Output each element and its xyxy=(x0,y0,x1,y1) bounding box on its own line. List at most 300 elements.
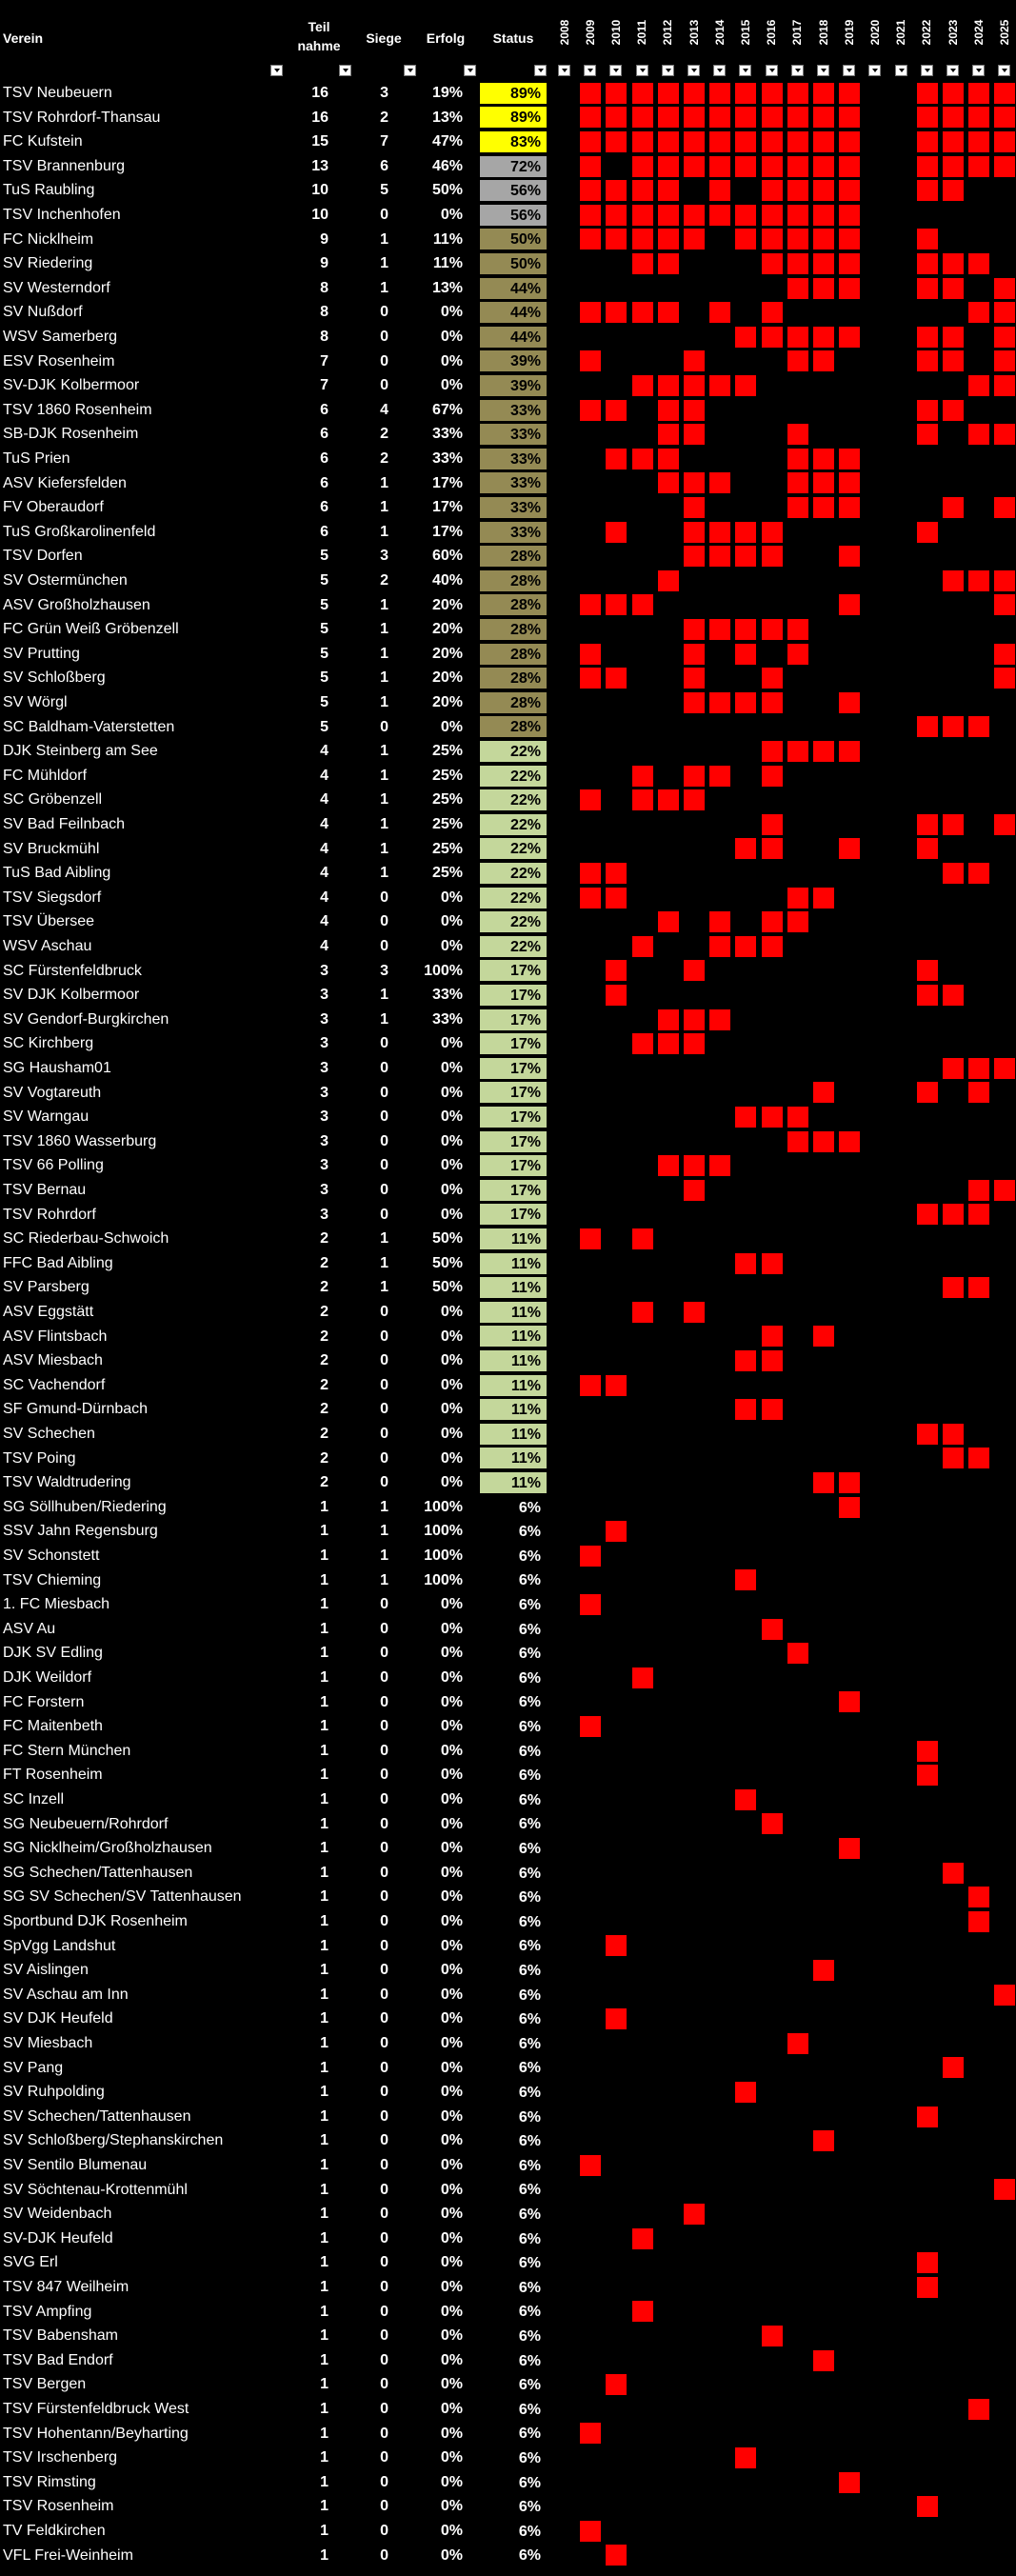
success-rate: 20% xyxy=(431,621,463,638)
participation-mark-2010 xyxy=(605,1374,628,1397)
wins-count: 6 xyxy=(380,157,388,174)
participation-count: 5 xyxy=(320,718,329,735)
filter-button-year-2020[interactable] xyxy=(868,65,881,76)
participation-mark-2024 xyxy=(967,1203,990,1226)
wins-count: 0 xyxy=(380,1474,388,1491)
success-rate: 0% xyxy=(440,1937,463,1954)
success-rate: 0% xyxy=(440,2254,463,2271)
status-cell: 6% xyxy=(479,2349,548,2372)
participation-mark-2012 xyxy=(657,228,680,250)
participation-mark-2016 xyxy=(761,545,784,568)
filter-button-year-2017[interactable] xyxy=(791,65,804,76)
participation-mark-2017 xyxy=(787,2032,809,2055)
participation-mark-2019 xyxy=(838,326,861,349)
wins-count: 0 xyxy=(380,1986,388,2003)
participation-count: 1 xyxy=(320,2376,329,2393)
participation-mark-2016 xyxy=(761,1812,784,1835)
participation-mark-2017 xyxy=(787,1642,809,1665)
club-name: TSV Bad Endorf xyxy=(3,2351,113,2368)
participation-mark-2025 xyxy=(993,374,1016,397)
participation-mark-2016 xyxy=(761,1252,784,1275)
participation-mark-2013 xyxy=(683,691,706,714)
wins-count: 1 xyxy=(380,1279,388,1296)
status-cell: 17% xyxy=(479,984,548,1007)
success-rate: 0% xyxy=(440,1376,463,1393)
filter-button-year-2015[interactable] xyxy=(739,65,751,76)
club-name: SV-DJK Kolbermoor xyxy=(3,377,140,394)
wins-count: 0 xyxy=(380,2523,388,2539)
status-cell: 6% xyxy=(479,2178,548,2201)
filter-button-year-2011[interactable] xyxy=(636,65,648,76)
success-rate: 19% xyxy=(431,85,463,101)
header-participation-1: Teil xyxy=(308,19,330,34)
year-label: 2019 xyxy=(842,19,856,46)
club-name: TSV Bernau xyxy=(3,1182,87,1198)
filter-button-year-2016[interactable] xyxy=(766,65,778,76)
status-cell: 6% xyxy=(479,1568,548,1591)
year-header-2021 xyxy=(889,0,913,65)
participation-mark-2017 xyxy=(787,423,809,446)
status-cell: 17% xyxy=(479,1106,548,1128)
participation-mark-2011 xyxy=(631,204,654,227)
participation-mark-2022 xyxy=(916,521,939,544)
participation-mark-2009 xyxy=(579,1545,602,1568)
year-header-2023 xyxy=(941,0,965,65)
participation-mark-2011 xyxy=(631,1301,654,1324)
participation-mark-2010 xyxy=(605,959,628,982)
participation-count: 1 xyxy=(320,2449,329,2466)
participation-mark-2014 xyxy=(708,618,731,641)
status-cell: 6% xyxy=(479,2227,548,2250)
success-rate: 11% xyxy=(432,255,463,272)
wins-count: 0 xyxy=(380,1718,388,1735)
participation-mark-2011 xyxy=(631,1032,654,1055)
year-label: 2012 xyxy=(661,19,675,46)
participation-mark-2023 xyxy=(942,130,965,153)
success-rate: 20% xyxy=(431,669,463,687)
participation-mark-2013 xyxy=(683,423,706,446)
header-wins: Siege xyxy=(366,30,402,46)
status-cell: 17% xyxy=(479,959,548,982)
success-rate: 0% xyxy=(440,2181,463,2198)
participation-mark-2015 xyxy=(734,106,757,129)
filter-button-year-2021[interactable] xyxy=(895,65,907,76)
participation-mark-2009 xyxy=(579,2422,602,2445)
participation-mark-2014 xyxy=(708,765,731,788)
participation-mark-2013 xyxy=(683,155,706,178)
participation-count: 3 xyxy=(320,1035,329,1052)
participation-mark-2024 xyxy=(967,301,990,324)
wins-count: 3 xyxy=(380,548,388,565)
club-name: SG Schechen/Tattenhausen xyxy=(3,1864,193,1881)
participation-count: 1 xyxy=(320,2351,329,2368)
club-name: FC Stern München xyxy=(3,1742,131,1759)
participation-mark-2011 xyxy=(631,1667,654,1689)
participation-mark-2022 xyxy=(916,1081,939,1104)
status-cell: 22% xyxy=(479,765,548,788)
club-name: SV Weidenbach xyxy=(3,2206,112,2223)
participation-mark-2011 xyxy=(631,252,654,275)
club-name: SG Söllhuben/Riedering xyxy=(3,1498,167,1515)
participation-mark-2014 xyxy=(708,374,731,397)
participation-mark-2009 xyxy=(579,130,602,153)
participation-mark-2023 xyxy=(942,106,965,129)
participation-mark-2025 xyxy=(993,496,1016,519)
success-rate: 0% xyxy=(440,2401,463,2417)
status-cell: 28% xyxy=(479,545,548,568)
success-rate: 0% xyxy=(440,1986,463,2003)
status-cell: 6% xyxy=(479,2081,548,2104)
participation-mark-2023 xyxy=(942,1203,965,1226)
participation-count: 5 xyxy=(320,621,329,638)
participation-mark-2011 xyxy=(631,448,654,470)
status-cell: 33% xyxy=(479,448,548,470)
filter-button-year-2010[interactable] xyxy=(609,65,622,76)
participation-mark-2010 xyxy=(605,179,628,202)
club-name: SC Baldham-Vaterstetten xyxy=(3,718,175,735)
participation-count: 4 xyxy=(320,938,329,954)
participation-mark-2014 xyxy=(708,471,731,494)
status-cell: 6% xyxy=(479,2007,548,2030)
filter-button-year-2023[interactable] xyxy=(946,65,959,76)
year-header-2010 xyxy=(604,0,628,65)
success-rate: 0% xyxy=(440,1840,463,1857)
success-rate: 0% xyxy=(440,2303,463,2320)
participation-count: 2 xyxy=(320,1401,329,1418)
participation-count: 1 xyxy=(320,1888,329,1906)
participation-mark-2011 xyxy=(631,130,654,153)
participation-mark-2009 xyxy=(579,1374,602,1397)
success-rate: 0% xyxy=(440,2449,463,2466)
participation-mark-2015 xyxy=(734,837,757,860)
status-cell: 17% xyxy=(479,1154,548,1177)
participation-mark-2017 xyxy=(787,740,809,763)
participation-mark-2018 xyxy=(812,887,835,909)
status-cell: 6% xyxy=(479,2446,548,2469)
participation-mark-2018 xyxy=(812,349,835,372)
participation-mark-2019 xyxy=(838,1130,861,1153)
club-name: SG Hausham01 xyxy=(3,1060,111,1076)
wins-count: 0 xyxy=(380,1182,388,1198)
year-label: 2009 xyxy=(583,19,597,46)
status-cell: 28% xyxy=(479,593,548,616)
participation-mark-2017 xyxy=(787,252,809,275)
club-name: ASV Au xyxy=(3,1620,56,1637)
filter-button-year-2024[interactable] xyxy=(972,65,985,76)
wins-count: 0 xyxy=(380,1767,388,1784)
club-name: TSV 66 Polling xyxy=(3,1157,104,1174)
wins-count: 0 xyxy=(380,2546,388,2564)
club-name: TSV Irschenberg xyxy=(3,2449,118,2466)
participation-mark-2023 xyxy=(942,179,965,202)
participation-mark-2014 xyxy=(708,301,731,324)
participation-count: 2 xyxy=(320,1254,329,1271)
participation-count: 3 xyxy=(320,1206,329,1223)
participation-count: 1 xyxy=(320,1962,329,1979)
wins-count: 1 xyxy=(380,816,388,832)
year-label: 2022 xyxy=(920,19,934,46)
filter-button-year-2009[interactable] xyxy=(584,65,596,76)
participation-mark-2025 xyxy=(993,667,1016,689)
participation-mark-2025 xyxy=(993,82,1016,105)
participation-mark-2023 xyxy=(942,1862,965,1885)
participation-mark-2013 xyxy=(683,1301,706,1324)
club-name: ASV Miesbach xyxy=(3,1352,103,1369)
status-cell: 72% xyxy=(479,155,548,178)
participation-mark-2023 xyxy=(942,813,965,836)
participation-mark-2018 xyxy=(812,1130,835,1153)
participation-mark-2018 xyxy=(812,448,835,470)
participation-mark-2024 xyxy=(967,1179,990,1202)
success-rate: 0% xyxy=(440,1718,463,1735)
club-name: TSV Rohrdorf-Thansau xyxy=(3,109,161,126)
wins-count: 0 xyxy=(380,1376,388,1393)
success-rate: 100% xyxy=(424,1571,463,1588)
participation-mark-2019 xyxy=(838,155,861,178)
club-name: SV Schloßberg/Stephanskirchen xyxy=(3,2132,224,2149)
status-cell: 33% xyxy=(479,496,548,519)
participation-count: 4 xyxy=(320,743,329,760)
year-header-2013 xyxy=(682,0,706,65)
club-name: TSV Übersee xyxy=(3,913,95,930)
participation-mark-2009 xyxy=(579,643,602,666)
club-name: TSV Poing xyxy=(3,1449,76,1467)
status-cell: 6% xyxy=(479,1715,548,1738)
success-rate: 11% xyxy=(432,230,463,248)
participation-mark-2015 xyxy=(734,2446,757,2469)
participation-count: 8 xyxy=(320,279,329,296)
club-name: ASV Kiefersfelden xyxy=(3,474,127,491)
wins-count: 0 xyxy=(380,304,388,321)
wins-count: 1 xyxy=(380,767,388,784)
participation-mark-2010 xyxy=(605,1934,628,1957)
participation-mark-2024 xyxy=(967,1447,990,1469)
participation-count: 9 xyxy=(320,230,329,248)
participation-count: 10 xyxy=(311,182,329,199)
status-cell: 33% xyxy=(479,471,548,494)
filter-button-year-2014[interactable] xyxy=(713,65,726,76)
wins-count: 1 xyxy=(380,1254,388,1271)
success-rate: 0% xyxy=(440,2425,463,2442)
participation-mark-2009 xyxy=(579,155,602,178)
participation-count: 1 xyxy=(320,1498,329,1515)
status-cell: 33% xyxy=(479,521,548,544)
participation-mark-2011 xyxy=(631,593,654,616)
success-rate: 0% xyxy=(440,329,463,345)
success-rate: 0% xyxy=(440,1693,463,1710)
participation-mark-2015 xyxy=(734,130,757,153)
status-cell: 17% xyxy=(479,1057,548,1080)
participation-mark-2014 xyxy=(708,691,731,714)
participation-mark-2016 xyxy=(761,691,784,714)
wins-count: 0 xyxy=(380,2254,388,2271)
participation-mark-2010 xyxy=(605,82,628,105)
filter-button-wins[interactable] xyxy=(404,65,416,76)
year-header-2025 xyxy=(992,0,1016,65)
participation-mark-2025 xyxy=(993,1179,1016,1202)
participation-mark-2025 xyxy=(993,1057,1016,1080)
participation-mark-2013 xyxy=(683,399,706,422)
participation-count: 2 xyxy=(320,1279,329,1296)
club-name: DJK Steinberg am See xyxy=(3,743,158,760)
participation-mark-2024 xyxy=(967,1886,990,1908)
success-rate: 20% xyxy=(431,596,463,613)
wins-count: 0 xyxy=(380,1108,388,1126)
participation-mark-2015 xyxy=(734,155,757,178)
participation-mark-2012 xyxy=(657,399,680,422)
wins-count: 1 xyxy=(380,1523,388,1540)
success-rate: 50% xyxy=(431,182,463,199)
status-cell: 44% xyxy=(479,277,548,300)
club-name: SV Schechen/Tattenhausen xyxy=(3,2107,191,2125)
wins-count: 0 xyxy=(380,1157,388,1174)
wins-count: 0 xyxy=(380,352,388,369)
club-name: TSV Rosenheim xyxy=(3,2498,114,2515)
participation-mark-2022 xyxy=(916,277,939,300)
success-rate: 0% xyxy=(440,1913,463,1929)
participation-mark-2022 xyxy=(916,1740,939,1763)
wins-count: 0 xyxy=(380,2498,388,2515)
status-cell: 22% xyxy=(479,935,548,958)
filter-button-participation[interactable] xyxy=(339,65,351,76)
status-cell: 6% xyxy=(479,2154,548,2177)
participation-mark-2024 xyxy=(967,106,990,129)
filter-button-status[interactable] xyxy=(534,65,547,76)
participation-mark-2019 xyxy=(838,837,861,860)
success-rate: 0% xyxy=(440,1620,463,1637)
filter-button-year-2008[interactable] xyxy=(558,65,570,76)
wins-count: 0 xyxy=(380,2449,388,2466)
participation-count: 3 xyxy=(320,1157,329,1174)
participation-mark-2010 xyxy=(605,1520,628,1543)
club-name: TSV Waldtrudering xyxy=(3,1474,131,1491)
participation-mark-2018 xyxy=(812,130,835,153)
club-name: TSV Bergen xyxy=(3,2376,87,2393)
participation-count: 4 xyxy=(320,767,329,784)
success-rate: 0% xyxy=(440,1108,463,1126)
participation-mark-2016 xyxy=(761,1349,784,1372)
club-name: SVG Erl xyxy=(3,2254,58,2271)
status-cell: 6% xyxy=(479,2325,548,2347)
club-name: SG Neubeuern/Rohrdorf xyxy=(3,1815,169,1832)
filter-button-year-2012[interactable] xyxy=(662,65,674,76)
participation-count: 5 xyxy=(320,669,329,687)
year-label: 2021 xyxy=(894,19,908,46)
participation-count: 1 xyxy=(320,2303,329,2320)
participation-mark-2013 xyxy=(683,374,706,397)
success-rate: 50% xyxy=(431,1279,463,1296)
wins-count: 0 xyxy=(380,2035,388,2051)
participation-mark-2022 xyxy=(916,984,939,1007)
wins-count: 1 xyxy=(380,840,388,857)
participation-mark-2016 xyxy=(761,1325,784,1348)
participation-count: 1 xyxy=(320,1791,329,1807)
participation-count: 1 xyxy=(320,2181,329,2198)
participation-mark-2017 xyxy=(787,887,809,909)
participation-count: 1 xyxy=(320,1669,329,1686)
participation-count: 5 xyxy=(320,548,329,565)
status-cell: 6% xyxy=(479,2520,548,2543)
filter-button-year-2022[interactable] xyxy=(921,65,933,76)
filter-button-success[interactable] xyxy=(464,65,476,76)
participation-mark-2023 xyxy=(942,1057,965,1080)
participation-mark-2012 xyxy=(657,301,680,324)
wins-count: 0 xyxy=(380,2084,388,2101)
participation-mark-2025 xyxy=(993,326,1016,349)
participation-count: 1 xyxy=(320,1767,329,1784)
status-cell: 28% xyxy=(479,643,548,666)
status-cell: 6% xyxy=(479,1934,548,1957)
filter-button-year-2018[interactable] xyxy=(817,65,829,76)
participation-count: 1 xyxy=(320,1815,329,1832)
participation-mark-2009 xyxy=(579,2154,602,2177)
status-cell: 89% xyxy=(479,82,548,105)
participation-count: 1 xyxy=(320,2035,329,2051)
participation-mark-2017 xyxy=(787,204,809,227)
wins-count: 1 xyxy=(380,255,388,272)
participation-mark-2019 xyxy=(838,130,861,153)
success-rate: 0% xyxy=(440,1864,463,1881)
participation-mark-2018 xyxy=(812,326,835,349)
filter-button-club[interactable] xyxy=(270,65,283,76)
participation-mark-2010 xyxy=(605,301,628,324)
year-label: 2025 xyxy=(997,19,1011,46)
participation-count: 2 xyxy=(320,1230,329,1248)
club-name: FT Rosenheim xyxy=(3,1767,103,1784)
participation-mark-2022 xyxy=(916,2106,939,2128)
club-name: TSV Siegsdorf xyxy=(3,889,102,906)
participation-mark-2019 xyxy=(838,471,861,494)
wins-count: 0 xyxy=(380,2351,388,2368)
header-status: Status xyxy=(492,30,534,46)
status-cell: 6% xyxy=(479,2422,548,2445)
wins-count: 2 xyxy=(380,572,388,589)
participation-mark-2013 xyxy=(683,521,706,544)
status-cell: 6% xyxy=(479,1545,548,1568)
status-cell: 11% xyxy=(479,1374,548,1397)
participation-mark-2010 xyxy=(605,448,628,470)
club-name: TuS Bad Aibling xyxy=(3,865,111,882)
participation-mark-2012 xyxy=(657,423,680,446)
wins-count: 0 xyxy=(380,2206,388,2223)
participation-mark-2010 xyxy=(605,887,628,909)
participation-mark-2023 xyxy=(942,569,965,592)
success-rate: 0% xyxy=(440,1888,463,1906)
success-rate: 0% xyxy=(440,1304,463,1320)
filter-button-year-2025[interactable] xyxy=(998,65,1010,76)
participation-mark-2016 xyxy=(761,301,784,324)
club-name: FFC Bad Aibling xyxy=(3,1254,113,1271)
wins-count: 0 xyxy=(380,377,388,394)
participation-mark-2013 xyxy=(683,667,706,689)
wins-count: 1 xyxy=(380,474,388,491)
filter-button-year-2013[interactable] xyxy=(687,65,700,76)
success-rate: 0% xyxy=(440,2327,463,2345)
year-header-2020 xyxy=(863,0,887,65)
participation-mark-2014 xyxy=(708,106,731,129)
wins-count: 1 xyxy=(380,621,388,638)
success-rate: 100% xyxy=(424,1523,463,1540)
participation-mark-2016 xyxy=(761,521,784,544)
wins-count: 0 xyxy=(380,1206,388,1223)
participation-mark-2016 xyxy=(761,155,784,178)
success-rate: 0% xyxy=(440,1962,463,1979)
wins-count: 0 xyxy=(380,1888,388,1906)
filter-button-year-2019[interactable] xyxy=(843,65,855,76)
status-cell: 56% xyxy=(479,204,548,227)
participation-mark-2015 xyxy=(734,228,757,250)
participation-mark-2017 xyxy=(787,471,809,494)
